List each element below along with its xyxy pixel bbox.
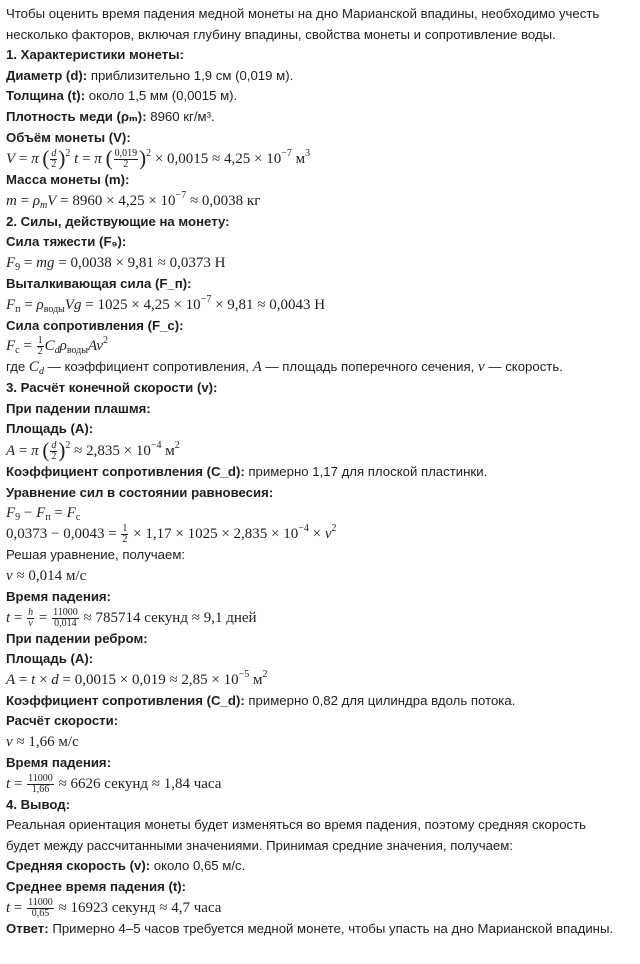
- mass-label: Масса монеты (m):: [6, 172, 130, 188]
- buoyancy-label: Выталкивающая сила (F_п):: [6, 276, 192, 291]
- edge-fall-heading: При падении ребром:: [6, 630, 148, 646]
- section-heading: 1. Характеристики монеты:: [6, 47, 184, 63]
- drag-formula: $F_с$ = $\frac{1}{2}$ $C_d\rho_{воды}Av^2$: [6, 335, 108, 358]
- velocity-result: v ≈ 0,014 м/с: [6, 567, 87, 584]
- conclusion-text: Реальная ориентация монеты будет изменяться во время падения, поэтому средняя скорость: [6, 817, 587, 833]
- area-formula: A = π ( $\frac{d}{2}$ )$^2 \approx 2,835 \times 10^{-4}$ $м^2$: [6, 438, 180, 463]
- equilibrium-numbers: 0,0373 − 0,0043 = $\frac{1}{2}$ × $1,17 \times 1025 \times 2,835 \times 10^{-4} \times v^2$: [6, 523, 337, 546]
- average-speed-line: Средняя скорость (v): около 0,65 м/с.: [6, 858, 246, 874]
- intro-text: несколько факторов, включая глубину впадины, свойства монеты и сопротивление воды.: [6, 26, 556, 42]
- thickness-line: Толщина (t): около 1,5 мм (0,0015 м).: [6, 88, 238, 104]
- section-heading: 4. Вывод:: [6, 796, 71, 812]
- buoyancy-formula: $F_п = \rho_{воды}Vg = 1025 \times 4,25 \times 10^{-7} \times 9,81 \approx 0,0043$ Н: [6, 293, 326, 315]
- equilibrium-formula: $F_9 - F_п = F_с$: [6, 505, 81, 524]
- velocity-result: v ≈ 1,66 м/с: [6, 733, 79, 750]
- average-time-label: Среднее время падения (t):: [6, 879, 187, 894]
- conclusion-text: будет между рассчитанными значениями. Принимая средние значения, получаем:: [6, 837, 513, 853]
- mass-formula: $m = \rho_mV = 8960 \times 4,25 \times 10^{-7} \approx 0,0038$ кг: [6, 189, 261, 211]
- diameter-line: Диаметр (d): приблизительно 1,9 см (0,019 м).: [6, 67, 294, 83]
- volume-label: Объём монеты (V):: [6, 129, 131, 145]
- time-label: Время падения:: [6, 754, 112, 770]
- answer-line: Ответ: Примерно 4–5 часов требуется медной монете, чтобы упасть на дно Марианской впадины.: [6, 920, 614, 936]
- drag-label: Сила сопротивления (F_c):: [6, 317, 184, 333]
- area-formula: $A = t \times d = 0,0015 \times 0,019 \approx 2,85 \times 10^{-5}$ $м^2$: [6, 668, 268, 688]
- section-heading: 2. Силы, действующие на монету:: [6, 213, 230, 229]
- area-label: Площадь (A):: [6, 651, 94, 667]
- time-label: Время падения:: [6, 588, 112, 604]
- flat-fall-heading: При падении плашмя:: [6, 400, 151, 416]
- gravity-label: Сила тяжести (F₉):: [6, 234, 127, 250]
- average-time-formula: t = $\frac{11000}{0,65}$ ≈ 16923 секунд ≈ 4,7 часа: [6, 896, 222, 919]
- section-heading: 3. Расчёт конечной скорости (v):: [6, 380, 218, 396]
- time-formula: t = $\frac{11000}{1,66}$ ≈ 6626 секунд ≈ 1,84 часа: [6, 772, 222, 795]
- solve-text: Решая уравнение, получаем:: [6, 547, 186, 563]
- equilibrium-label: Уравнение сил в состоянии равновесия:: [6, 484, 274, 500]
- density-line: Плотность меди (ρₘ): 8960 кг/м³.: [6, 108, 215, 124]
- time-formula: t = $\frac{h}{v}$ = $\frac{11000}{0,014}$ ≈ 785714 секунд ≈ 9,1 дней: [6, 606, 257, 629]
- gravity-formula: $F_9$ = mg = 0,0038 × 9,81 ≈ 0,0373 Н: [6, 255, 226, 273]
- intro-text: Чтобы оценить время падения медной монеты на дно Марианской впадины, необходимо учесть: [6, 6, 600, 21]
- drag-explanation: где $C_d$ — коэффициент сопротивления, A — площадь поперечного сечения, v — скорость.: [6, 359, 563, 378]
- drag-coefficient-line: Коэффициент сопротивления (C_d): примерно 0,82 для цилиндра вдоль потока.: [6, 692, 516, 708]
- velocity-label: Расчёт скорости:: [6, 713, 119, 729]
- drag-coefficient-line: Коэффициент сопротивления (C_d): примерно 1,17 для плоской пластинки.: [6, 464, 488, 480]
- volume-formula: V = π ( $\frac{d}{2}$ )$^2$ t = π ( $\frac{0,019}{2}$ )$^2 \times 0,0015 \approx 4,25 \times 10^{-7}$ $м^3$: [6, 146, 311, 171]
- area-label: Площадь (A):: [6, 421, 94, 437]
